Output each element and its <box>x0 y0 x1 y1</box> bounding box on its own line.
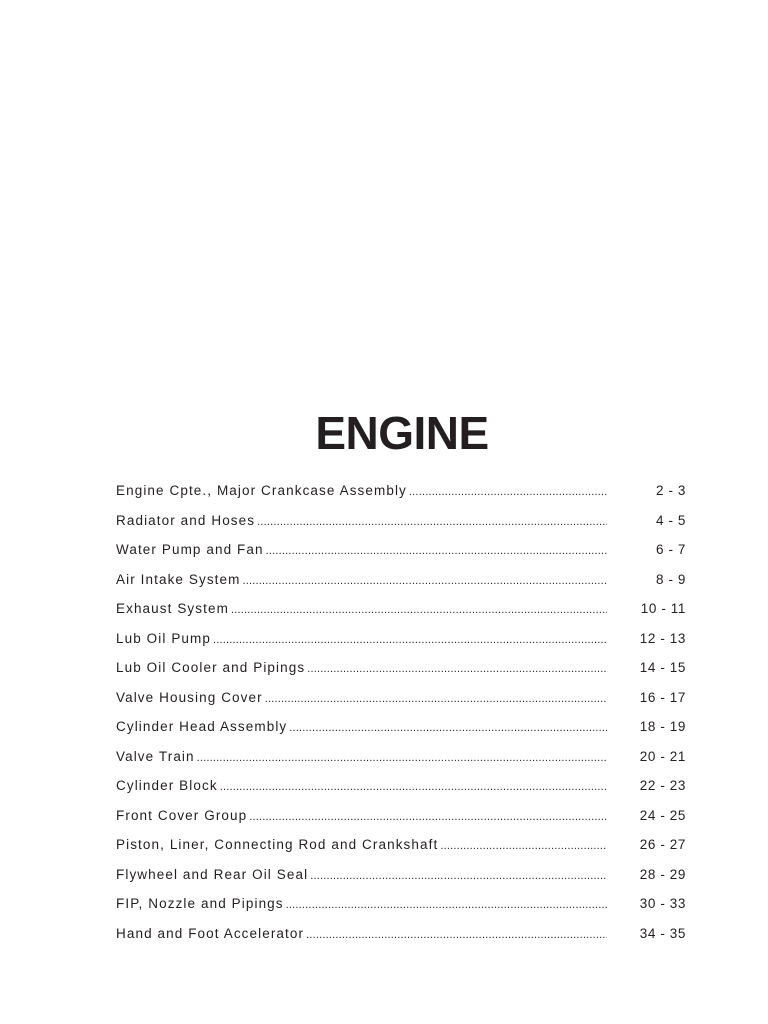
toc-entry-label: Piston, Liner, Connecting Rod and Crankshaft <box>116 837 439 852</box>
toc-entry-pages: 12 - 13 <box>639 630 686 646</box>
toc-entry-label: Valve Housing Cover <box>116 689 263 705</box>
toc-entry-exhaust-system[interactable] <box>116 601 686 631</box>
toc-entry-engine-cpte[interactable] <box>116 483 686 513</box>
toc-entry-label: Cylinder Head Assembly <box>116 719 288 734</box>
toc-entry-pages: 8 - 9 <box>655 571 686 587</box>
toc-entry-label: Exhaust System <box>116 601 229 616</box>
toc-entry-pages: 20 - 21 <box>639 748 686 764</box>
table-of-contents <box>116 483 686 955</box>
toc-entry-label: Cylinder Block <box>116 778 218 793</box>
toc-entry-pages: 34 - 35 <box>639 925 686 941</box>
toc-entry-pages: 6 - 7 <box>655 542 686 557</box>
toc-entry-cylinder-head-assembly[interactable] <box>116 719 686 749</box>
dot-leader <box>213 634 607 646</box>
dot-leader <box>409 486 607 498</box>
toc-entry-pages: 30 - 33 <box>639 896 686 911</box>
dot-leader <box>440 840 607 852</box>
toc-entry-piston-liner-crankshaft[interactable] <box>116 837 686 867</box>
toc-entry-pages: 22 - 23 <box>639 778 686 793</box>
toc-entry-valve-train[interactable] <box>116 749 686 779</box>
toc-entry-pages: 14 - 15 <box>639 660 686 675</box>
dot-leader <box>249 811 607 823</box>
toc-entry-label: Valve Train <box>116 748 195 764</box>
toc-entry-front-cover-group[interactable] <box>116 808 686 838</box>
toc-entry-valve-housing-cover[interactable] <box>116 690 686 720</box>
toc-entry-pages: 10 - 11 <box>640 601 686 616</box>
toc-entry-lub-oil-cooler[interactable] <box>116 660 686 690</box>
toc-entry-pages: 16 - 17 <box>639 689 686 705</box>
toc-entry-label: Radiator and Hoses <box>116 512 256 528</box>
toc-entry-pages: 24 - 25 <box>639 807 686 823</box>
dot-leader <box>310 870 607 882</box>
dot-leader <box>257 516 607 528</box>
toc-entry-pages: 4 - 5 <box>655 512 686 528</box>
toc-entry-label: Lub Oil Pump <box>116 630 211 646</box>
toc-entry-pages: 2 - 3 <box>655 483 686 498</box>
toc-entry-water-pump-and-fan[interactable] <box>116 542 686 572</box>
dot-leader <box>266 545 607 557</box>
toc-entry-label: Water Pump and Fan <box>116 542 264 557</box>
toc-entry-radiator-and-hoses[interactable] <box>116 513 686 543</box>
toc-entry-label: FIP, Nozzle and Pipings <box>116 896 284 911</box>
dot-leader <box>307 663 607 675</box>
dot-leader <box>231 604 607 616</box>
toc-entry-label: Hand and Foot Accelerator <box>116 925 305 941</box>
dot-leader <box>197 752 607 764</box>
toc-entry-lub-oil-pump[interactable] <box>116 631 686 661</box>
toc-entry-hand-foot-accelerator[interactable] <box>116 926 686 956</box>
dot-leader <box>306 929 607 941</box>
dot-leader <box>243 575 608 587</box>
toc-entry-label: Front Cover Group <box>116 807 248 823</box>
dot-leader <box>289 722 607 734</box>
toc-entry-pages: 26 - 27 <box>639 837 686 852</box>
toc-entry-fip-nozzle-pipings[interactable] <box>116 896 686 926</box>
dot-leader <box>286 899 607 911</box>
toc-entry-label: Engine Cpte., Major Crankcase Assembly <box>116 483 407 498</box>
toc-entry-cylinder-block[interactable] <box>116 778 686 808</box>
toc-entry-label: Lub Oil Cooler and Pipings <box>116 660 306 675</box>
toc-entry-label: Flywheel and Rear Oil Seal <box>116 866 309 882</box>
toc-entry-air-intake-system[interactable] <box>116 572 686 602</box>
dot-leader <box>265 693 607 705</box>
toc-entry-pages: 28 - 29 <box>639 866 686 882</box>
toc-entry-label: Air Intake System <box>116 571 241 587</box>
toc-entry-flywheel-rear-oil-seal[interactable] <box>116 867 686 897</box>
page-title: ENGINE <box>315 407 489 459</box>
dot-leader <box>220 781 607 793</box>
toc-entry-pages: 18 - 19 <box>639 719 686 734</box>
